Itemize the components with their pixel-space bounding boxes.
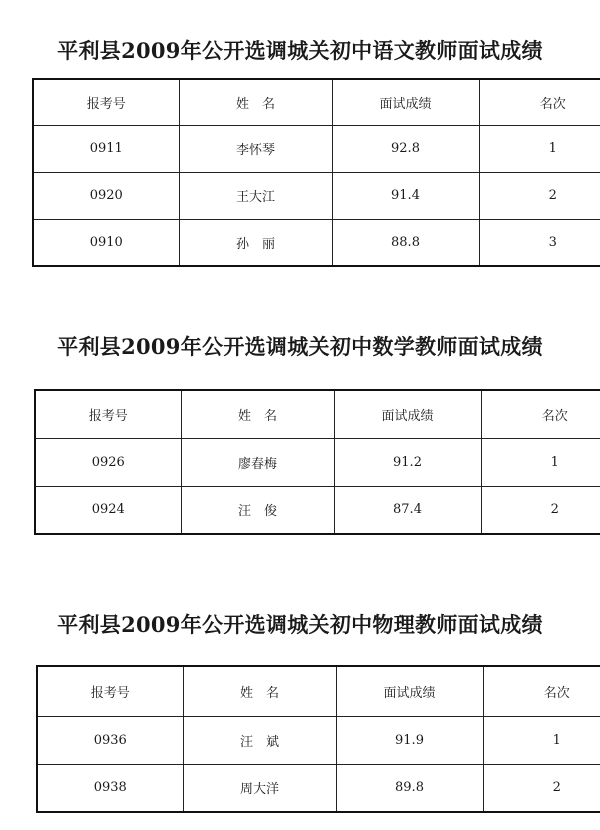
cell-score: 91.4 [332, 172, 479, 219]
section-title: 平利县2009年公开选调城关初中数学教师面试成绩 [57, 334, 543, 359]
table-row [35, 438, 600, 486]
score-table [36, 665, 600, 813]
header-rank: 名次 [481, 390, 600, 438]
table-row [37, 716, 600, 764]
section-title: 平利县2009年公开选调城关初中语文教师面试成绩 [57, 38, 543, 63]
header-exam-no: 报考号 [37, 666, 183, 716]
cell-name: 王大江 [179, 172, 332, 219]
header-name: 姓 名 [183, 666, 336, 716]
cell-rank: 1 [479, 125, 600, 172]
cell-name: 汪 斌 [183, 716, 336, 764]
table-row [33, 219, 600, 266]
table-row [37, 764, 600, 812]
table-row [33, 172, 600, 219]
cell-exam-no: 0926 [35, 438, 181, 486]
cell-rank: 1 [481, 438, 600, 486]
section-title: 平利县2009年公开选调城关初中物理教师面试成绩 [57, 612, 543, 637]
cell-name: 汪 俊 [181, 486, 334, 534]
cell-score: 89.8 [336, 764, 483, 812]
table-header-row [33, 79, 600, 125]
cell-name: 廖春梅 [181, 438, 334, 486]
cell-rank: 3 [479, 219, 600, 266]
cell-rank: 2 [481, 486, 600, 534]
cell-exam-no: 0924 [35, 486, 181, 534]
header-name: 姓 名 [179, 79, 332, 125]
header-name: 姓 名 [181, 390, 334, 438]
header-score: 面试成绩 [336, 666, 483, 716]
cell-score: 91.2 [334, 438, 481, 486]
cell-exam-no: 0936 [37, 716, 183, 764]
cell-name: 李怀琴 [179, 125, 332, 172]
header-rank: 名次 [483, 666, 600, 716]
table-row [35, 486, 600, 534]
cell-exam-no: 0911 [33, 125, 179, 172]
score-table [32, 78, 600, 267]
cell-name: 孙 丽 [179, 219, 332, 266]
header-exam-no: 报考号 [33, 79, 179, 125]
header-exam-no: 报考号 [35, 390, 181, 438]
table-row [33, 125, 600, 172]
cell-score: 88.8 [332, 219, 479, 266]
header-rank: 名次 [479, 79, 600, 125]
cell-rank: 2 [483, 764, 600, 812]
score-table [34, 389, 600, 535]
cell-rank: 1 [483, 716, 600, 764]
cell-score: 91.9 [336, 716, 483, 764]
cell-score: 92.8 [332, 125, 479, 172]
cell-score: 87.4 [334, 486, 481, 534]
cell-name: 周大洋 [183, 764, 336, 812]
cell-rank: 2 [479, 172, 600, 219]
table-header-row [35, 390, 600, 438]
cell-exam-no: 0920 [33, 172, 179, 219]
cell-exam-no: 0910 [33, 219, 179, 266]
cell-exam-no: 0938 [37, 764, 183, 812]
header-score: 面试成绩 [334, 390, 481, 438]
header-score: 面试成绩 [332, 79, 479, 125]
table-header-row [37, 666, 600, 716]
